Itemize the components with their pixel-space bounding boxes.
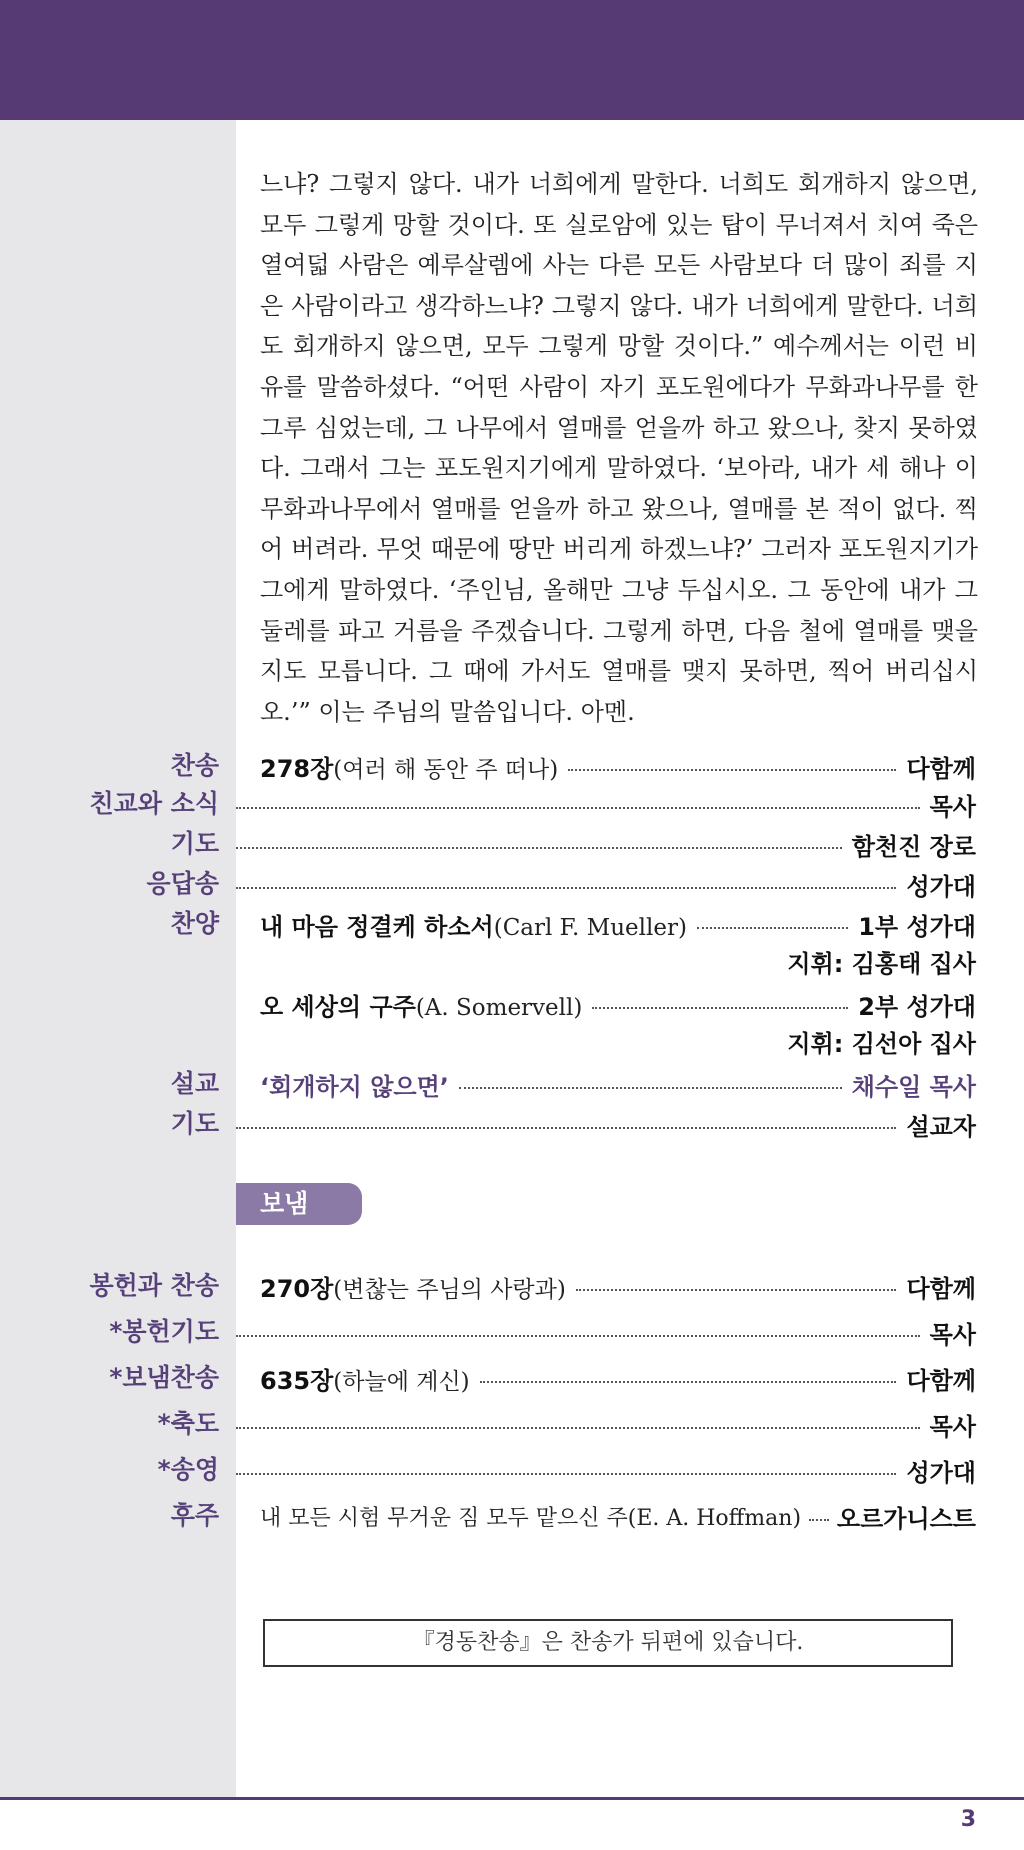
conductor-line: 지휘: 김선아 집사 [787, 1030, 976, 1058]
section-tab-sending: 보냄 [236, 1183, 362, 1225]
order-label: 찬송 [170, 751, 219, 780]
dot-leader [697, 927, 848, 929]
order-row-postlude [0, 1496, 1024, 1536]
header-band [0, 0, 1024, 120]
anthem-title: 오 세상의 구주 [260, 992, 416, 1021]
dot-leader [459, 1087, 842, 1089]
order-label: *축도 [157, 1409, 219, 1438]
order-label: *송영 [157, 1455, 219, 1484]
order-row-hymn [0, 746, 1024, 786]
order-label: *보냄찬송 [109, 1363, 219, 1392]
order-leader: 다함께 [906, 754, 976, 783]
order-row-sending-hymn [0, 1358, 1024, 1398]
dot-leader [236, 1127, 896, 1129]
order-row-benediction [0, 1404, 1024, 1444]
hymn-number: 635장 [260, 1366, 334, 1395]
hymn-title: (변찮는 주님의 사랑과) [333, 1276, 566, 1303]
hymn-number: 278장 [260, 754, 334, 783]
hymn-number: 270장 [260, 1274, 334, 1303]
order-label: 기도 [170, 1109, 219, 1138]
order-row-anthem-1 [0, 904, 1024, 944]
order-leader: 2부 성가대 [858, 992, 976, 1021]
order-row-anthem-2 [0, 984, 1024, 1024]
order-leader: 1부 성가대 [858, 912, 976, 941]
order-label: 설교 [170, 1069, 219, 1098]
dot-leader [592, 1007, 848, 1009]
order-leader: 목사 [929, 1320, 976, 1349]
order-leader: 함천진 장로 [851, 832, 976, 861]
order-row-offering-prayer [0, 1312, 1024, 1352]
dot-leader [809, 1519, 829, 1521]
order-row-doxology [0, 1450, 1024, 1490]
order-row-response [0, 864, 1024, 904]
order-label: 기도 [170, 829, 219, 858]
dot-leader [236, 1473, 896, 1475]
hymn-title: (하늘에 계신) [333, 1368, 470, 1395]
dot-leader [236, 847, 842, 849]
sidebar-column [0, 120, 236, 1797]
hymn-title: (여러 해 동안 주 떠나) [333, 756, 559, 783]
order-label: 찬양 [170, 909, 219, 938]
order-leader: 다함께 [906, 1366, 976, 1395]
order-row-offering [0, 1266, 1024, 1306]
order-row-fellowship [0, 784, 1024, 824]
dot-leader [236, 887, 896, 889]
anthem-composer: (Carl F. Mueller) [493, 914, 687, 941]
order-leader: 성가대 [906, 872, 976, 901]
dot-leader [576, 1289, 897, 1291]
preacher: 채수일 목사 [851, 1072, 976, 1101]
dot-leader [480, 1381, 897, 1383]
page-number: 3 [960, 1807, 976, 1832]
order-label: *봉헌기도 [109, 1317, 219, 1346]
dot-leader [568, 769, 896, 771]
order-label: 응답송 [146, 869, 219, 898]
order-leader: 오르가니스트 [836, 1504, 976, 1533]
order-row-sermon-prayer [0, 1104, 1024, 1144]
scripture-text: 느냐? 그렇지 않다. 내가 너희에게 말한다. 너희도 회개하지 않으면, 모두 그렇게 망할 것이다. 또 실로암에 있는 탑이 무너져서 치여 죽은 열여덟 사람은 예루살렘에 사는 다른 모든 사람보다 더 많이 죄를 지은 사람이라고 생각하느냐? 그렇지 않다. 내가 너희에게 말한다. 너희도 회개하지 않으면, 모두 그렇게 망할 것이다.” 예수께서는 이런 비유를 말씀하셨다. “어떤 사람이 자기 포도원에다가 무화과나무를 한 그루 심었는데, 그 나무에서 열매를 얻을까 하고 왔으나, 찾지 못하였다. 그래서 그는 포도원지기에게 말하였다. ‘보아라, 내가 세 해나 이 무화과나무에서 열매를 얻을까 하고 왔으나, 열매를 본 적이 없다. 찍어 버려라. 무엇 때문에 땅만 버리게 하겠느냐?’ 그러자 포도원지기가 그에게 말하였다. ‘주인님, 올해만 그냥 두십시오. 그 동안에 내가 그 둘레를 파고 거름을 주겠습니다. 그렇게 하면, 다음 철에 열매를 맺을지도 모릅니다. 그 때에 가서도 열매를 맺지 못하면, 찍어 버리십시오.’” 이는 주님의 말씀입니다. 아멘. [260, 170, 978, 726]
hymnal-notice: 『경동찬송』은 찬송가 뒤편에 있습니다. [263, 1619, 953, 1667]
dot-leader [236, 1427, 920, 1429]
sermon-title: ‘회개하지 않으면’ [260, 1072, 449, 1101]
order-row-sermon [0, 1064, 1024, 1104]
postlude-title: 내 모든 시험 무거운 짐 모두 맡으신 주(E. A. Hoffman) [260, 1505, 802, 1531]
footer-rule [0, 1797, 1024, 1800]
dot-leader [236, 1335, 920, 1337]
order-leader: 목사 [929, 1412, 976, 1441]
anthem-title: 내 마음 정결케 하소서 [260, 912, 494, 941]
dot-leader [236, 807, 920, 809]
anthem-composer: (A. Somervell) [415, 994, 583, 1021]
order-leader: 다함께 [906, 1274, 976, 1303]
order-label: 친교와 소식 [89, 789, 219, 818]
order-leader: 설교자 [906, 1112, 976, 1141]
order-label: 봉헌과 찬송 [89, 1271, 219, 1300]
order-leader: 목사 [929, 792, 976, 821]
order-label: 후주 [170, 1501, 219, 1530]
conductor-line: 지휘: 김홍태 집사 [787, 950, 976, 978]
order-leader: 성가대 [906, 1458, 976, 1487]
order-row-prayer [0, 824, 1024, 864]
